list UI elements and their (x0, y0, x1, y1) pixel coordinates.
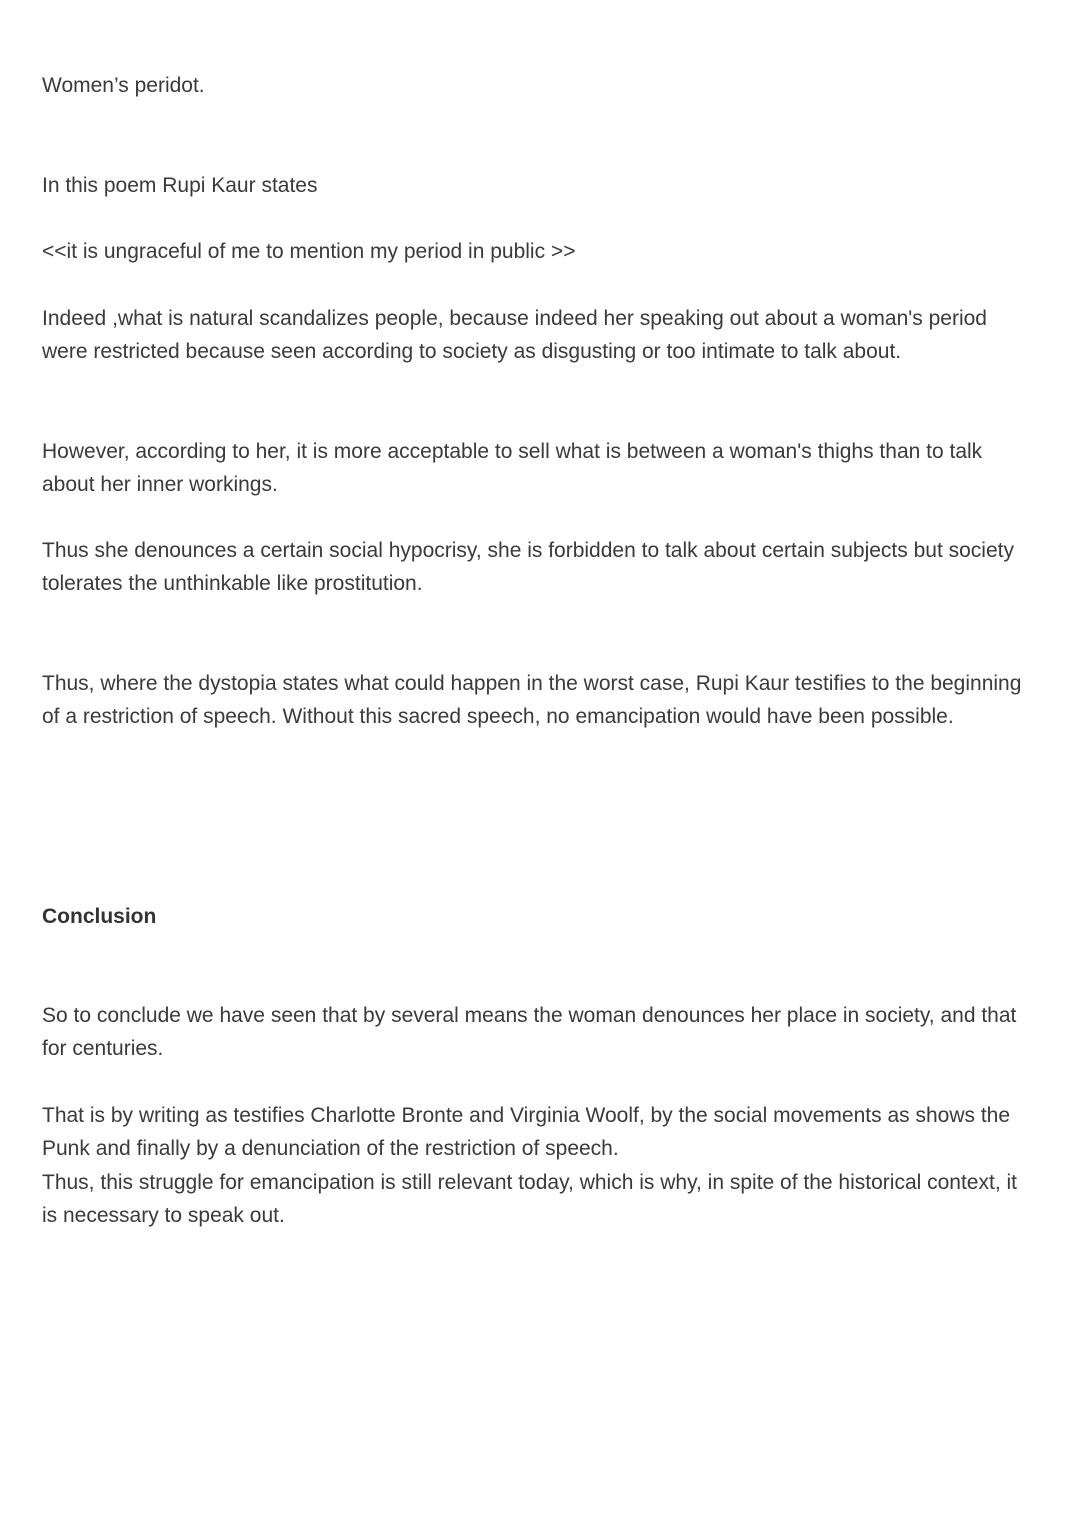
indeed-paragraph: Indeed ,what is natural scandalizes people, because indeed her speaking out about a woman's period were restricted because seen according to society as disgusting or too intimate to talk about. (42, 307, 987, 363)
conclude-paragraph: So to conclude we have seen that by several means the woman denounces her place in society, and that for centuries. (42, 1004, 1017, 1060)
struggle-paragraph: Thus, this struggle for emancipation is still relevant today, which is why, in spite of the historical context, it is necessary to speak out. (42, 1171, 1017, 1227)
denounces-paragraph: Thus she denounces a certain social hypocrisy, she is forbidden to talk about certain subjects but society tolerates the unthinkable like prostitution. (42, 539, 1014, 595)
dystopia-paragraph: Thus, where the dystopia states what could happen in the worst case, Rupi Kaur testifies to the beginning of a restriction of speech. Without this sacred speech, no emancipation would have been possible. (42, 672, 1022, 728)
title-line: Women’s peridot. (42, 74, 205, 97)
quote-paragraph: <<it is ungraceful of me to mention my period in public >> (42, 240, 576, 263)
conclusion-heading: Conclusion (42, 905, 157, 928)
intro-paragraph: In this poem Rupi Kaur states (42, 174, 318, 197)
however-paragraph: However, according to her, it is more acceptable to sell what is between a woman's thighs than to talk about her inner workings. (42, 440, 983, 496)
writing-paragraph: That is by writing as testifies Charlotte Bronte and Virginia Woolf, by the social movements as shows the Punk and finally by a denunciation of the restriction of speech. (42, 1104, 1011, 1160)
